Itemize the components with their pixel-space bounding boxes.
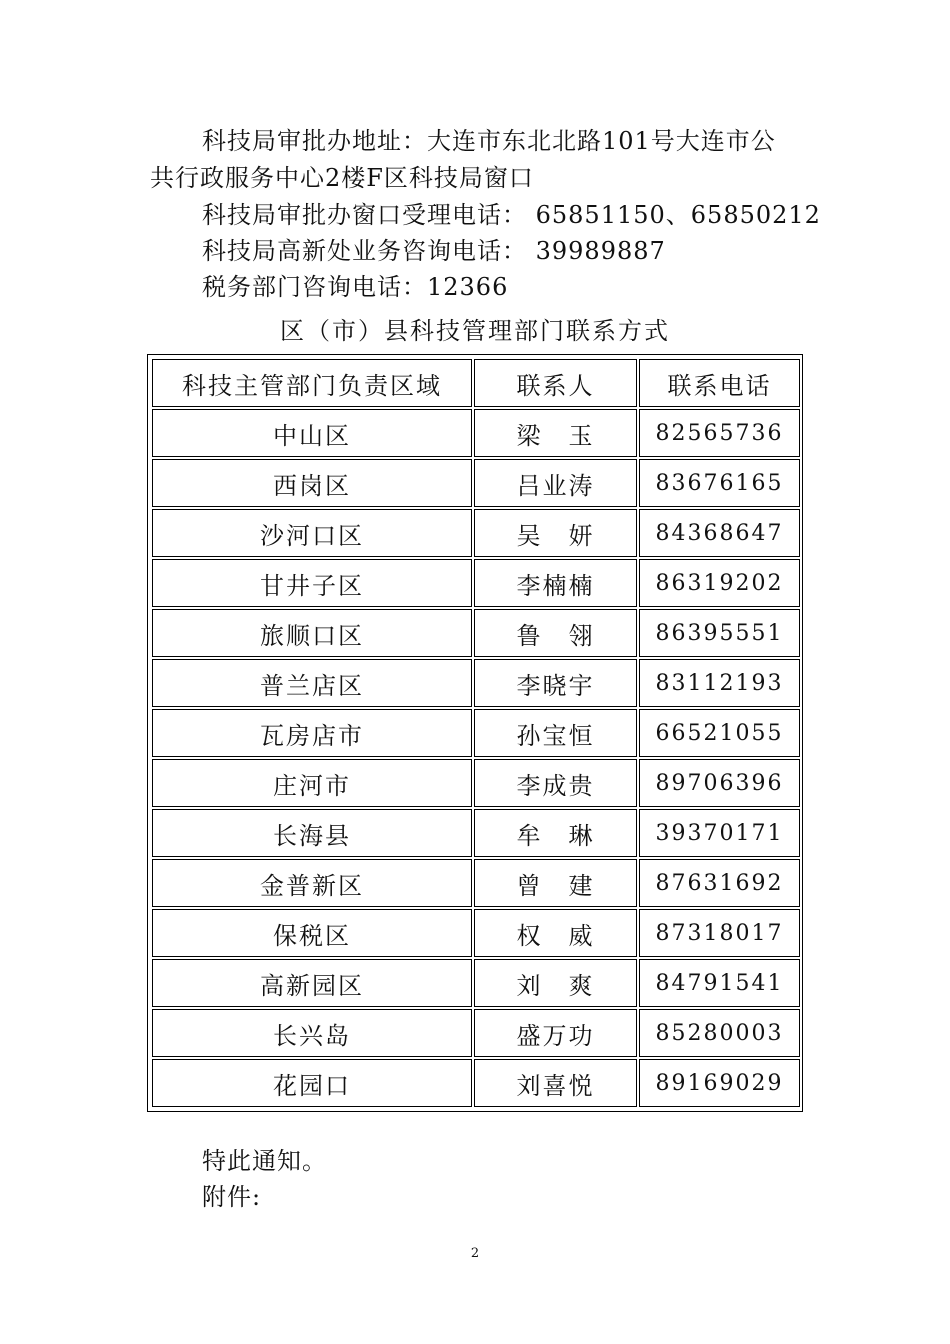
region-cell: 高新园区 — [152, 959, 472, 1007]
phone-cell: 66521055 — [639, 709, 800, 757]
region-cell: 西岗区 — [152, 459, 472, 507]
contact-table — [147, 354, 803, 1112]
table-row — [152, 809, 800, 857]
region-cell: 甘井子区 — [152, 559, 472, 607]
region-cell: 庄河市 — [152, 759, 472, 807]
table-row — [152, 509, 800, 557]
table-row — [152, 859, 800, 907]
window-phone-line: 科技局审批办窗口受理电话： 65851150、65850212 — [202, 201, 821, 229]
phone-cell: 84368647 — [639, 509, 800, 557]
phone-cell: 86319202 — [639, 559, 800, 607]
contact-cell: 盛万功 — [474, 1009, 637, 1057]
notice-text: 特此通知。 — [202, 1147, 327, 1175]
table-row — [152, 959, 800, 1007]
phone-cell: 89706396 — [639, 759, 800, 807]
region-cell: 长海县 — [152, 809, 472, 857]
header-phone: 联系电话 — [639, 359, 800, 407]
table-title: 区（市）县科技管理部门联系方式 — [280, 317, 670, 345]
attachment-label: 附件: — [202, 1183, 262, 1211]
table-row — [152, 459, 800, 507]
table-row — [152, 409, 800, 457]
region-cell: 长兴岛 — [152, 1009, 472, 1057]
phone-cell: 87631692 — [639, 859, 800, 907]
table-row — [152, 1059, 800, 1107]
contact-cell: 吕业涛 — [474, 459, 637, 507]
table-row — [152, 909, 800, 957]
contact-cell: 李楠楠 — [474, 559, 637, 607]
page-number: 2 — [470, 1246, 480, 1261]
phone-cell: 83676165 — [639, 459, 800, 507]
header-contact: 联系人 — [474, 359, 637, 407]
phone-cell: 89169029 — [639, 1059, 800, 1107]
region-cell: 花园口 — [152, 1059, 472, 1107]
region-cell: 旅顺口区 — [152, 609, 472, 657]
contact-cell: 李成贵 — [474, 759, 637, 807]
table-row — [152, 759, 800, 807]
table-row — [152, 659, 800, 707]
phone-cell: 86395551 — [639, 609, 800, 657]
header-region: 科技主管部门负责区域 — [152, 359, 472, 407]
contact-cell: 牟 琳 — [474, 809, 637, 857]
phone-cell: 85280003 — [639, 1009, 800, 1057]
contact-cell: 梁 玉 — [474, 409, 637, 457]
region-cell: 中山区 — [152, 409, 472, 457]
table-row — [152, 609, 800, 657]
contact-cell: 鲁 翎 — [474, 609, 637, 657]
region-cell: 普兰店区 — [152, 659, 472, 707]
tax-phone-line: 税务部门咨询电话：12366 — [202, 273, 509, 301]
contact-cell: 刘 爽 — [474, 959, 637, 1007]
consult-phone-line: 科技局高新处业务咨询电话： 39989887 — [202, 237, 666, 265]
table-row — [152, 559, 800, 607]
region-cell: 瓦房店市 — [152, 709, 472, 757]
phone-cell: 84791541 — [639, 959, 800, 1007]
contact-cell: 曾 建 — [474, 859, 637, 907]
region-cell: 金普新区 — [152, 859, 472, 907]
contact-cell: 孙宝恒 — [474, 709, 637, 757]
table-header-row — [152, 359, 800, 407]
region-cell: 沙河口区 — [152, 509, 472, 557]
region-cell: 保税区 — [152, 909, 472, 957]
phone-cell: 87318017 — [639, 909, 800, 957]
phone-cell: 39370171 — [639, 809, 800, 857]
table-row — [152, 709, 800, 757]
contact-cell: 李晓宇 — [474, 659, 637, 707]
table-row — [152, 1009, 800, 1057]
address-line: 科技局审批办地址：大连市东北北路101号大连市公 — [202, 127, 776, 155]
contact-cell: 权 威 — [474, 909, 637, 957]
address-line-continued: 共行政服务中心2楼F区科技局窗口 — [150, 164, 534, 192]
phone-cell: 83112193 — [639, 659, 800, 707]
phone-cell: 82565736 — [639, 409, 800, 457]
contact-cell: 刘喜悦 — [474, 1059, 637, 1107]
contact-cell: 吴 妍 — [474, 509, 637, 557]
